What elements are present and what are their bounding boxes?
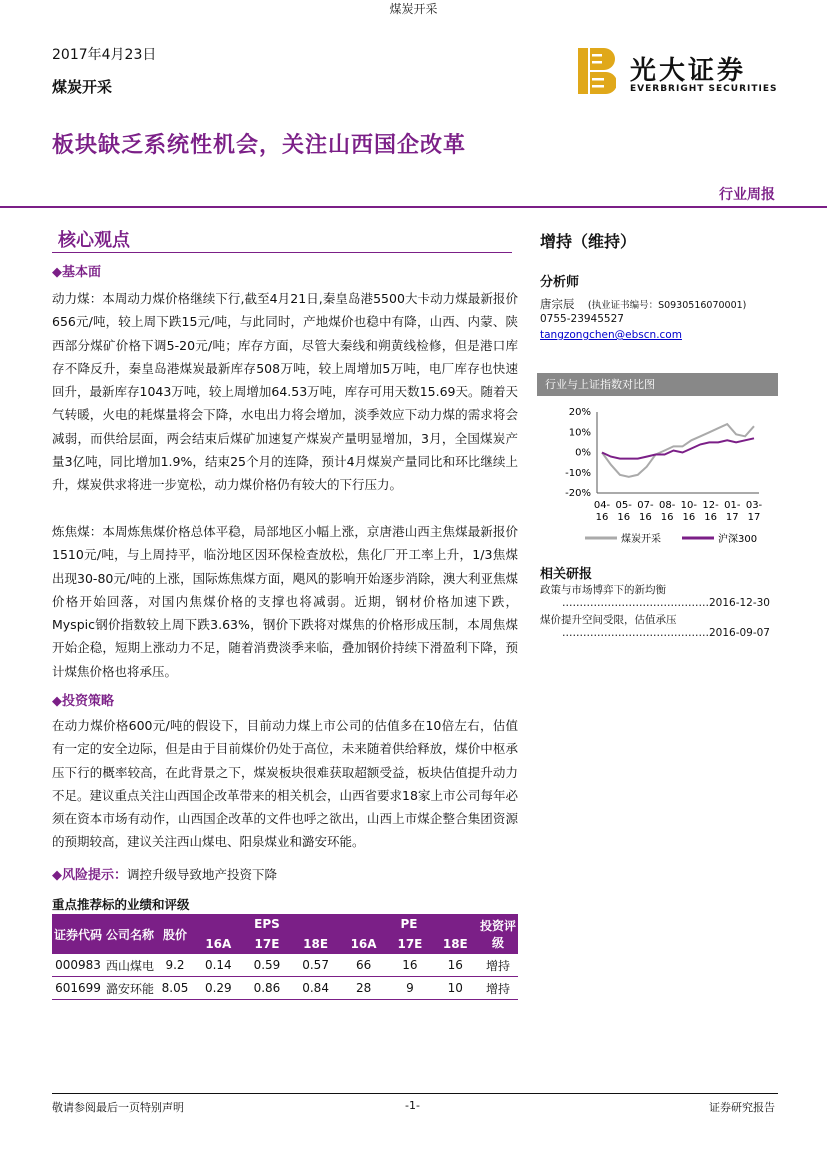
th-eps: EPS: [194, 914, 340, 934]
cell-pe-17e: 9: [387, 977, 432, 1000]
related-item-date: 2016-09-07: [708, 627, 770, 639]
report-date: 2017年4月23日: [52, 47, 157, 63]
cell-price: 9.2: [156, 954, 194, 977]
logo-cn-text: 光大证券: [630, 56, 747, 86]
cell-eps-17e: 0.86: [243, 977, 292, 1000]
risk-text: 调控升级导致地产投资下降: [127, 867, 278, 882]
x-tick-label: 17: [725, 512, 739, 523]
y-tick-label: -10%: [565, 467, 591, 479]
page-number: -1-: [405, 1099, 420, 1112]
index-comparison-chart: [537, 400, 778, 550]
th-pe-18e: 18E: [433, 934, 478, 954]
th-price: 股价: [156, 914, 194, 954]
th-eps-16a: 16A: [194, 934, 243, 954]
cell-pe-18e: 10: [433, 977, 478, 1000]
strategy-heading: ◆投资策略: [52, 694, 114, 709]
analyst-license: (执业证书编号：S0930516070001): [587, 300, 747, 311]
cell-eps-18e: 0.84: [291, 977, 340, 1000]
series-line: [602, 438, 754, 458]
cell-name: 潞安环能: [104, 977, 156, 1000]
company-logo: [578, 48, 778, 100]
y-tick-label: 20%: [568, 407, 591, 418]
risk-label: ◆风险提示：: [52, 868, 127, 883]
basics-heading: ◆基本面: [52, 265, 101, 280]
related-heading: 相关研报: [540, 567, 593, 582]
chart-title: 行业与上证指数对比图: [537, 373, 778, 396]
x-tick-label: 16: [639, 512, 652, 523]
th-pe: PE: [340, 914, 478, 934]
th-pe-17e: 17E: [387, 934, 432, 954]
x-tick-label: 08-: [658, 500, 676, 511]
report-category: 煤炭开采: [52, 78, 113, 96]
related-item-date-line: [540, 627, 770, 639]
everbright-logo-icon: [578, 48, 616, 94]
analyst-name-line: [540, 296, 746, 312]
table-caption: 重点推荐标的业绩和评级: [52, 897, 190, 912]
report-type: 行业周报: [719, 187, 775, 203]
footer-disclaimer: 敬请参阅最后一页特别声明: [52, 1101, 184, 1114]
rating: 增持（维持）: [540, 232, 637, 251]
analyst-heading: 分析师: [540, 275, 580, 290]
y-tick-label: 10%: [568, 427, 591, 439]
related-item[interactable]: [540, 582, 770, 609]
related-item-title: 煤价提升空间受限，估值承压: [540, 614, 677, 626]
related-item-leader: ……………………………………: [561, 627, 709, 639]
series-line: [602, 424, 754, 477]
legend-label-csi300: 沪深300: [718, 534, 758, 545]
cell-rating: 增持: [478, 954, 518, 977]
cell-eps-18e: 0.57: [291, 954, 340, 977]
x-tick-label: 16: [660, 512, 674, 523]
cell-pe-18e: 16: [433, 954, 478, 977]
related-item[interactable]: [540, 612, 770, 639]
cell-pe-16a: 66: [340, 954, 387, 977]
footer-rule: [52, 1093, 778, 1094]
th-pe-16a: 16A: [340, 934, 387, 954]
risk-line: [52, 864, 277, 883]
analyst-phone: 0755-23945527: [540, 313, 624, 325]
cell-eps-17e: 0.59: [243, 954, 292, 977]
x-tick-label: 10-: [680, 500, 698, 511]
x-tick-label: 05-: [615, 500, 632, 511]
analyst-name: 唐宗辰: [540, 297, 575, 311]
th-name: 公司名称: [104, 914, 156, 954]
x-tick-label: 16: [617, 512, 631, 523]
core-heading-rule: [52, 252, 512, 253]
cell-code: 000983: [52, 954, 104, 977]
coking-coal-paragraph: 炼焦煤：本周炼焦煤价格总体平稳，局部地区小幅上涨，京唐港山西主焦煤最新报价1510元/吨，与上周持平，临汾地区因环保检查放松，焦化厂开工率上升，1/3焦煤出现30-80元/吨的上涨，国际炼焦煤方面，飓风的影响开始逐步消除，澳大利亚焦煤价格开始回落，对国内焦煤价格的支撑也将减弱。近期，钢材价格加速下跌，Myspic钢价指数较上周下跌3.63%，钢价下跌将对煤焦的价格形成压制，本周焦煤开始企稳，短期上涨动力不足，随着消费淡季来临，叠加钢价持续下滑盈利下降，预计煤焦价格也将承压。: [52, 524, 518, 679]
x-tick-label: 16: [704, 512, 717, 523]
x-tick-label: 17: [747, 512, 761, 523]
related-item-leader: ……………………………………: [561, 597, 709, 609]
logo-en-text: EVERBRIGHT SECURITIES: [630, 84, 778, 94]
x-tick-label: 16: [595, 512, 609, 523]
coal-paragraph: 动力煤：本周动力煤价格继续下行,截至4月21日,秦皇岛港5500大卡动力煤最新报价656元/吨，较上周下跌15元/吨，与此同时，产地煤价也稳中有降，山西、内蒙、陕西部分煤矿价格下调5-20元/吨；库存方面，尽管大秦线和朔黄线检修，但是港口库存不降反升，秦皇岛港煤炭最新库存508万吨，较上周增加5万吨，电厂库存也快速回升，最新库存1043万吨，较上周增加64.53万吨，库存可用天数15.69天。随着天气转暖，火电的耗煤量将会下降，水电出力将会增加，淡季效应下动力煤的需求将会减弱，而供给层面，两会结束后煤矿加速复产煤炭产量明显增加，3月，全国煤炭产量3亿吨，同比增加1.9%，结束25个月的连降，预计4月煤炭产量同比和环比继续上升，煤炭供求将进一步宽松，动力煤价格仍有较大的下行压力。: [52, 291, 518, 493]
top-category: 煤炭开采: [389, 2, 438, 16]
header-divider: [0, 206, 827, 208]
y-tick-label: -20%: [565, 488, 591, 499]
th-rating: 投资评级: [478, 914, 518, 954]
recommendation-table: [52, 914, 518, 1000]
footer-report-label: 证券研究报告: [709, 1101, 775, 1114]
legend-label-coal: 煤炭开采: [621, 534, 661, 545]
th-code: 证券代码: [52, 914, 104, 954]
cell-rating: 增持: [478, 977, 518, 1000]
th-eps-18e: 18E: [291, 934, 340, 954]
cell-code: 601699: [52, 977, 104, 1000]
x-tick-label: 16: [682, 512, 696, 523]
cell-pe-17e: 16: [387, 954, 432, 977]
x-tick-label: 12-: [702, 500, 719, 511]
cell-name: 西山煤电: [104, 954, 156, 977]
strategy-paragraph: 在动力煤价格600元/吨的假设下，目前动力煤上市公司的估值多在10倍左右，估值有一定的安全边际，但是由于目前煤价仍处于高位，未来随着供给释放，煤价中枢承压下行的概率较高，在此背景之下，煤炭板块很难获取超额受益，板块估值提升动力不足。建议重点关注山西国企改革带来的相关机会，山西省要求18家上市公司每年必须在资本市场有动作，山西国企改革的文件也呼之欲出，山西上市煤企整合集团资源的预期较高，建议关注西山煤电、阳泉煤业和潞安环能。: [52, 718, 518, 850]
cell-eps-16a: 0.29: [194, 977, 243, 1000]
related-item-date: 2016-12-30: [708, 597, 770, 609]
x-tick-label: 07-: [637, 500, 654, 511]
table-row: [52, 954, 518, 977]
th-eps-17e: 17E: [243, 934, 292, 954]
analyst-email-link[interactable]: tangzongchen@ebscn.com: [540, 329, 682, 341]
table-row: [52, 977, 518, 1000]
y-tick-label: 0%: [575, 447, 591, 459]
x-tick-label: 03-: [745, 500, 763, 511]
related-item-title: 政策与市场博弈下的新均衡: [540, 584, 666, 596]
cell-eps-16a: 0.14: [194, 954, 243, 977]
x-tick-label: 01-: [724, 500, 741, 511]
cell-price: 8.05: [156, 977, 194, 1000]
report-title: 板块缺乏系统性机会，关注山西国企改革: [52, 133, 467, 158]
x-tick-label: 04-: [593, 500, 611, 511]
related-item-date-line: [540, 597, 770, 609]
core-heading: 核心观点: [58, 230, 130, 251]
cell-pe-16a: 28: [340, 977, 387, 1000]
